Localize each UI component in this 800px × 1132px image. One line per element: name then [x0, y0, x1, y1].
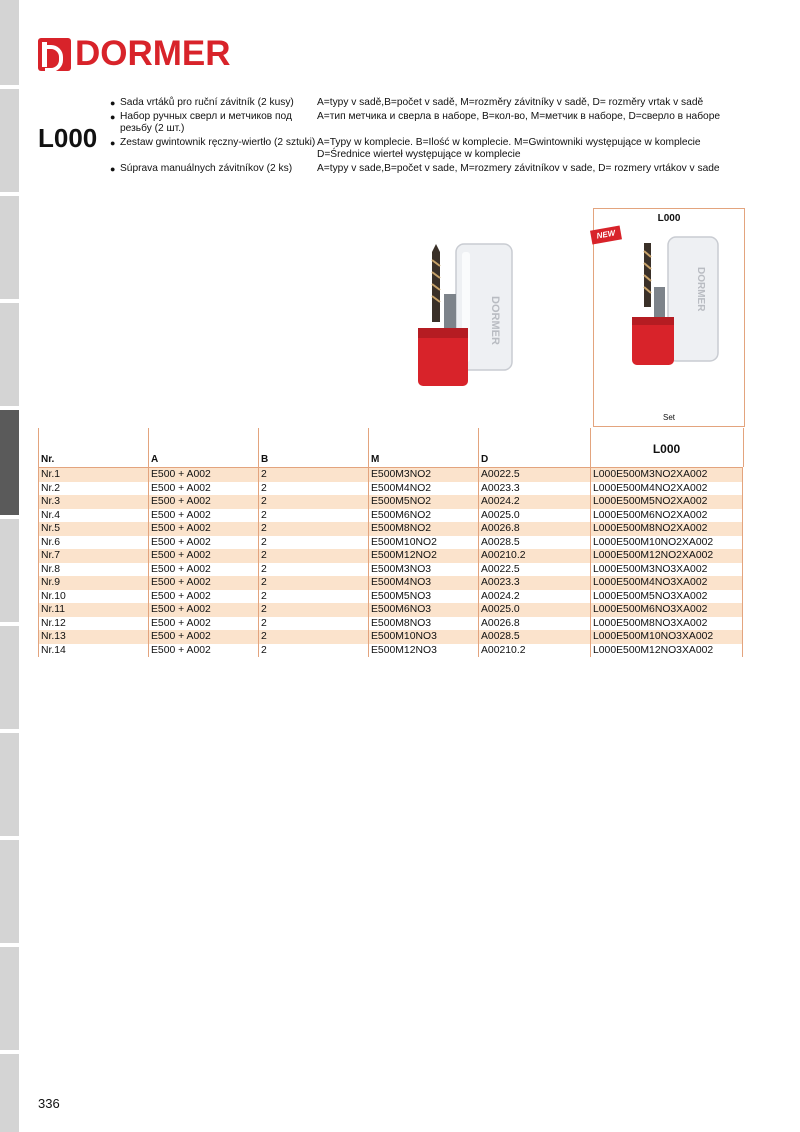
new-badge: NEW: [590, 226, 622, 245]
table-cell: 2: [258, 522, 368, 536]
bullet-icon: ●: [110, 137, 116, 148]
table-cell: Nr.7: [38, 549, 148, 563]
table-cell: 2: [258, 509, 368, 523]
section-tab-active: [0, 410, 19, 515]
table-cell: E500M3NO3: [368, 563, 478, 577]
table-cell: 2: [258, 495, 368, 509]
section-tab: [0, 626, 19, 729]
table-cell: Nr.9: [38, 576, 148, 590]
table-cell: L000E500M4NO2XA002: [590, 482, 743, 496]
table-cell: 2: [258, 617, 368, 631]
table-cell: L000E500M12NO3XA002: [590, 644, 743, 658]
product-table: [38, 428, 743, 657]
table-cell: E500 + A002: [148, 509, 258, 523]
table-cell: E500M12NO3: [368, 644, 478, 658]
table-row: [38, 563, 743, 577]
header-cell-d: D: [478, 428, 591, 467]
table-cell: E500M8NO3: [368, 617, 478, 631]
table-cell: E500M10NO3: [368, 630, 478, 644]
description-row: [110, 97, 747, 110]
table-cell: E500M10NO2: [368, 536, 478, 550]
table-cell: 2: [258, 549, 368, 563]
description-row: [110, 163, 747, 176]
table-cell: L000E500M3NO2XA002: [590, 468, 743, 482]
table-cell: 2: [258, 563, 368, 577]
table-cell: Nr.6: [38, 536, 148, 550]
description-meaning: A=тип метчика и сверла в наборе, B=кол-во, M=метчик в наборе, D=сверло в наборе: [317, 110, 721, 122]
table-row: [38, 468, 743, 482]
table-row: [38, 603, 743, 617]
table-cell: Nr.4: [38, 509, 148, 523]
table-cell: Nr.10: [38, 590, 148, 604]
table-cell: A0025.0: [478, 509, 590, 523]
table-cell: Nr.11: [38, 603, 148, 617]
description-name: Sada vrtáků pro ruční závitník (2 kusy): [120, 97, 294, 108]
section-tabs: [0, 0, 19, 1132]
table-cell: E500M6NO3: [368, 603, 478, 617]
table-row: [38, 590, 743, 604]
table-row: [38, 630, 743, 644]
table-cell: A0024.2: [478, 590, 590, 604]
table-cell: E500 + A002: [148, 495, 258, 509]
table-cell: L000E500M8NO3XA002: [590, 617, 743, 631]
description-meaning: A=typy v sadě,B=počet v sadě, M=rozměry závitníky v sadě, D= rozměry vrtak v sadě: [317, 97, 704, 108]
bullet-icon: ●: [110, 111, 116, 122]
table-cell: 2: [258, 590, 368, 604]
table-cell: 2: [258, 644, 368, 658]
section-tab: [0, 0, 19, 85]
table-row: [38, 617, 743, 631]
panel-footer: Set: [662, 413, 675, 422]
description-row: [110, 137, 747, 162]
table-cell: E500M3NO2: [368, 468, 478, 482]
svg-text:DORMER: DORMER: [695, 267, 706, 312]
table-cell: L000E500M5NO2XA002: [590, 495, 743, 509]
panel-photo: [624, 231, 724, 379]
table-cell: Nr.14: [38, 644, 148, 658]
table-cell: E500M12NO2: [368, 549, 478, 563]
table-cell: L000E500M8NO2XA002: [590, 522, 743, 536]
section-tab: [0, 519, 19, 622]
header-cell-product: L000: [590, 428, 744, 467]
table-cell: L000E500M6NO2XA002: [590, 509, 743, 523]
table-cell: L000E500M6NO3XA002: [590, 603, 743, 617]
table-cell: L000E500M10NO2XA002: [590, 536, 743, 550]
dormer-logo-icon: [38, 38, 71, 71]
table-cell: 2: [258, 576, 368, 590]
case-brand-mark: DORMER: [489, 296, 501, 345]
table-cell: L000E500M10NO3XA002: [590, 630, 743, 644]
section-tab: [0, 303, 19, 406]
product-descriptions: [110, 97, 747, 177]
table-cell: L000E500M5NO3XA002: [590, 590, 743, 604]
section-tab: [0, 947, 19, 1050]
section-tab: [0, 196, 19, 299]
table-cell: E500 + A002: [148, 468, 258, 482]
description-meaning: A=typy v sade,B=počet v sade, M=rozmery závitníkov v sade, D= rozmery vrtákov v sade: [317, 162, 720, 174]
table-cell: E500M8NO2: [368, 522, 478, 536]
table-cell: E500 + A002: [148, 644, 258, 658]
description-name: Набор ручных сверл и метчиков под резьбу (2 шт.): [120, 110, 292, 135]
table-cell: A00210.2: [478, 549, 590, 563]
table-cell: A0028.5: [478, 630, 590, 644]
page-number: 336: [38, 1096, 60, 1111]
table-cell: E500 + A002: [148, 522, 258, 536]
product-panel: [593, 208, 745, 427]
table-cell: E500 + A002: [148, 482, 258, 496]
table-cell: A0024.2: [478, 495, 590, 509]
table-cell: A0023.3: [478, 482, 590, 496]
table-row: [38, 536, 743, 550]
table-cell: Nr.13: [38, 630, 148, 644]
table-cell: Nr.2: [38, 482, 148, 496]
section-tab: [0, 89, 19, 192]
table-row: [38, 644, 743, 658]
table-cell: E500M5NO2: [368, 495, 478, 509]
description-row: [110, 111, 747, 136]
table-cell: A0022.5: [478, 563, 590, 577]
table-cell: E500M5NO3: [368, 590, 478, 604]
table-cell: A0025.0: [478, 603, 590, 617]
table-header: [38, 428, 743, 468]
table-cell: E500M6NO2: [368, 509, 478, 523]
table-cell: E500 + A002: [148, 590, 258, 604]
table-cell: Nr.3: [38, 495, 148, 509]
header-cell-b: B: [258, 428, 369, 467]
table-cell: A00210.2: [478, 644, 590, 658]
table-cell: A0023.3: [478, 576, 590, 590]
product-photo: [410, 236, 582, 396]
section-tab: [0, 1054, 19, 1132]
table-cell: E500 + A002: [148, 617, 258, 631]
table-body: [38, 468, 743, 657]
header-cell-a: A: [148, 428, 259, 467]
table-cell: E500 + A002: [148, 630, 258, 644]
product-code: L000: [38, 123, 98, 153]
table-cell: E500 + A002: [148, 536, 258, 550]
section-tab: [0, 733, 19, 836]
brand-name: DORMER: [75, 34, 231, 73]
table-row: [38, 549, 743, 563]
table-cell: A0026.8: [478, 522, 590, 536]
header-cell-m: M: [368, 428, 479, 467]
table-cell: E500M4NO3: [368, 576, 478, 590]
header-cell-nr: Nr.: [38, 428, 149, 467]
bullet-icon: ●: [110, 163, 116, 174]
panel-title: L000: [657, 213, 681, 224]
table-cell: E500 + A002: [148, 563, 258, 577]
table-cell: L000E500M3NO3XA002: [590, 563, 743, 577]
table-cell: Nr.1: [38, 468, 148, 482]
table-row: [38, 495, 743, 509]
description-meaning: A=Typy w komplecie. B=Ilość w komplecie. M=Gwintowniki występujące w komplecie D=Średnice wierteł występujące w komplecie: [317, 136, 701, 161]
table-cell: E500 + A002: [148, 603, 258, 617]
table-cell: A0026.8: [478, 617, 590, 631]
table-row: [38, 482, 743, 496]
table-cell: 2: [258, 482, 368, 496]
table-cell: L000E500M4NO3XA002: [590, 576, 743, 590]
description-name: Súprava manuálnych závitníkov (2 ks): [120, 162, 293, 174]
table-cell: E500M4NO2: [368, 482, 478, 496]
table-cell: 2: [258, 468, 368, 482]
table-cell: A0028.5: [478, 536, 590, 550]
table-cell: Nr.5: [38, 522, 148, 536]
table-cell: 2: [258, 630, 368, 644]
table-row: [38, 576, 743, 590]
table-cell: 2: [258, 603, 368, 617]
table-row: [38, 522, 743, 536]
table-cell: E500 + A002: [148, 576, 258, 590]
description-name: Zestaw gwintownik ręczny-wiertło (2 sztuki): [120, 136, 316, 148]
table-cell: A0022.5: [478, 468, 590, 482]
table-row: [38, 509, 743, 523]
table-cell: Nr.8: [38, 563, 148, 577]
bullet-icon: ●: [110, 98, 116, 108]
table-cell: Nr.12: [38, 617, 148, 631]
table-cell: L000E500M12NO2XA002: [590, 549, 743, 563]
section-tab: [0, 840, 19, 943]
table-cell: 2: [258, 536, 368, 550]
table-cell: E500 + A002: [148, 549, 258, 563]
dormer-logo: [38, 36, 231, 72]
